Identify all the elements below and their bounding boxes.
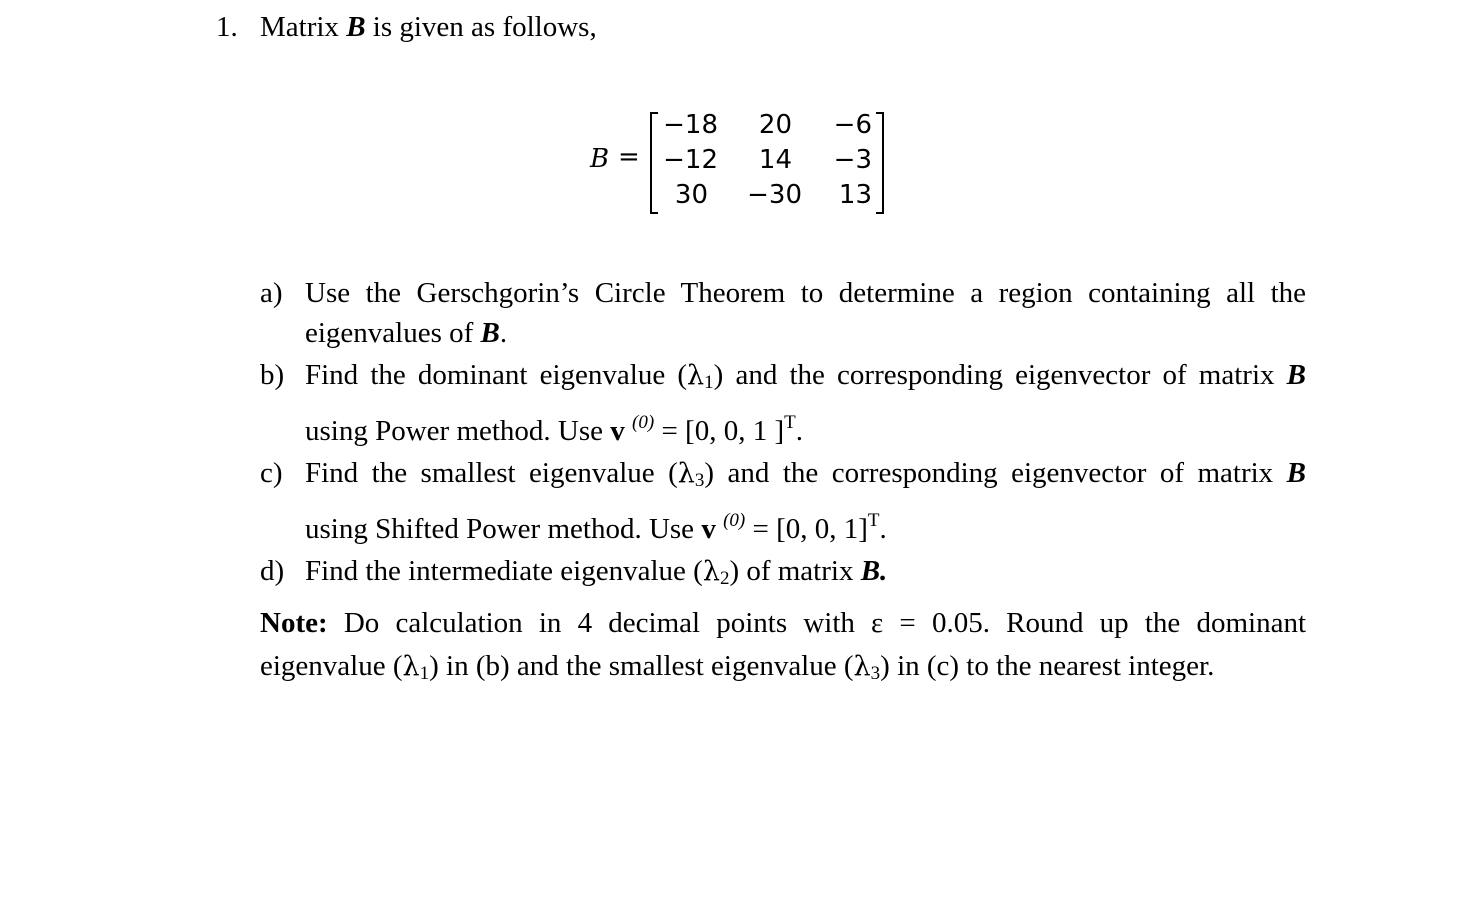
part-a-period: . (499, 317, 508, 349)
transpose-superscript: T (867, 510, 880, 531)
part-c-line2 (305, 501, 1306, 549)
lambda-symbol: λ (702, 556, 720, 587)
lambda-subscript: 2 (719, 568, 730, 589)
part-c-line2-text: using Shifted Power method. Use (305, 513, 695, 545)
matrix-cell: −6 (833, 110, 872, 140)
part-a-line2-text: eigenvalues of (305, 317, 474, 349)
question-heading (216, 11, 597, 44)
question-number: 1. (216, 11, 238, 43)
matrix-name: B (590, 144, 610, 174)
part-c-line1-mid: ) and the corresponding eigenvector of matrix (704, 457, 1274, 489)
part-label: a) (260, 277, 283, 309)
part-a-line1: Use the Gerschgorin’s Circle Theorem to determine a region containing all the (305, 277, 1306, 309)
note-line1-text: Do calculation in 4 decimal points with ε = 0.05. Round up the dominant (343, 607, 1306, 639)
lambda-symbol: λ (687, 360, 705, 391)
part-b-line2-text: using Power method. Use (305, 415, 604, 447)
part-b-line2 (305, 403, 1306, 451)
matrix-symbol: B. (860, 555, 888, 587)
note-line2 (260, 645, 1306, 695)
matrix-cell: 20 (758, 110, 792, 140)
lambda-symbol: λ (402, 651, 420, 682)
intro-matrix-symbol: B (346, 11, 366, 43)
matrix-cell: −3 (833, 145, 872, 175)
note-line2-text-b: ) in (b) and the smallest eigenvalue ( (429, 650, 854, 682)
intro-prefix: Matrix (260, 11, 339, 43)
matrix-symbol: B (1286, 359, 1307, 391)
matrix-symbol: B (480, 317, 500, 349)
matrix-cell: −30 (747, 180, 802, 210)
matrix-cell: 14 (758, 145, 792, 175)
intro-suffix: is given as follows, (372, 11, 597, 43)
part-d (260, 551, 1306, 599)
vector-superscript: (0) (632, 412, 655, 433)
part-b (260, 355, 1306, 451)
note-line2-text-c: ) in (c) to the nearest integer. (880, 650, 1215, 682)
part-d-line1-text: Find the intermediate eigenvalue ( (305, 555, 703, 587)
note-paragraph (260, 602, 1306, 695)
note-line1 (260, 602, 1306, 645)
part-label: d) (260, 555, 285, 587)
lambda-subscript: 3 (870, 663, 881, 684)
question-parts (260, 273, 1306, 601)
part-b-line1-mid: ) and the corresponding eigenvector of matrix (713, 359, 1275, 391)
part-label: b) (260, 359, 285, 391)
lambda-symbol: λ (853, 651, 871, 682)
lambda-subscript: 1 (419, 663, 430, 684)
matrix-cell: −18 (663, 110, 718, 140)
part-c-line1-text: Find the smallest eigenvalue ( (305, 457, 678, 489)
part-d-line1-mid: ) of matrix (729, 555, 854, 587)
part-b-line1-text: Find the dominant eigenvalue ( (305, 359, 688, 391)
part-c (260, 453, 1306, 549)
vector-symbol: v (610, 415, 625, 447)
matrix-cell: −12 (663, 145, 718, 175)
part-a (260, 273, 1306, 353)
part-a-line2 (305, 313, 1306, 353)
initial-vector-value: = [0, 0, 1] (752, 513, 868, 545)
vector-superscript: (0) (723, 510, 746, 531)
part-c-line1 (305, 453, 1306, 501)
matrix-right-bracket (876, 112, 884, 214)
note-line2-text-a: eigenvalue ( (260, 650, 403, 682)
part-b-period: . (795, 415, 803, 447)
part-b-line1 (305, 355, 1306, 403)
matrix-cell: 30 (674, 180, 708, 210)
lambda-subscript: 1 (704, 372, 714, 393)
note-label: Note: (260, 607, 328, 639)
lambda-symbol: λ (677, 458, 695, 489)
initial-vector-value: = [0, 0, 1 ] (661, 415, 785, 447)
lambda-subscript: 3 (694, 470, 705, 491)
part-d-line1 (305, 551, 1306, 599)
transpose-superscript: T (784, 412, 796, 433)
vector-symbol: v (701, 513, 716, 545)
part-c-period: . (879, 513, 887, 545)
matrix-symbol: B (1286, 457, 1306, 489)
part-label: c) (260, 457, 283, 489)
matrix-equals-sign: = (618, 142, 640, 172)
matrix-cell: 13 (838, 180, 872, 210)
